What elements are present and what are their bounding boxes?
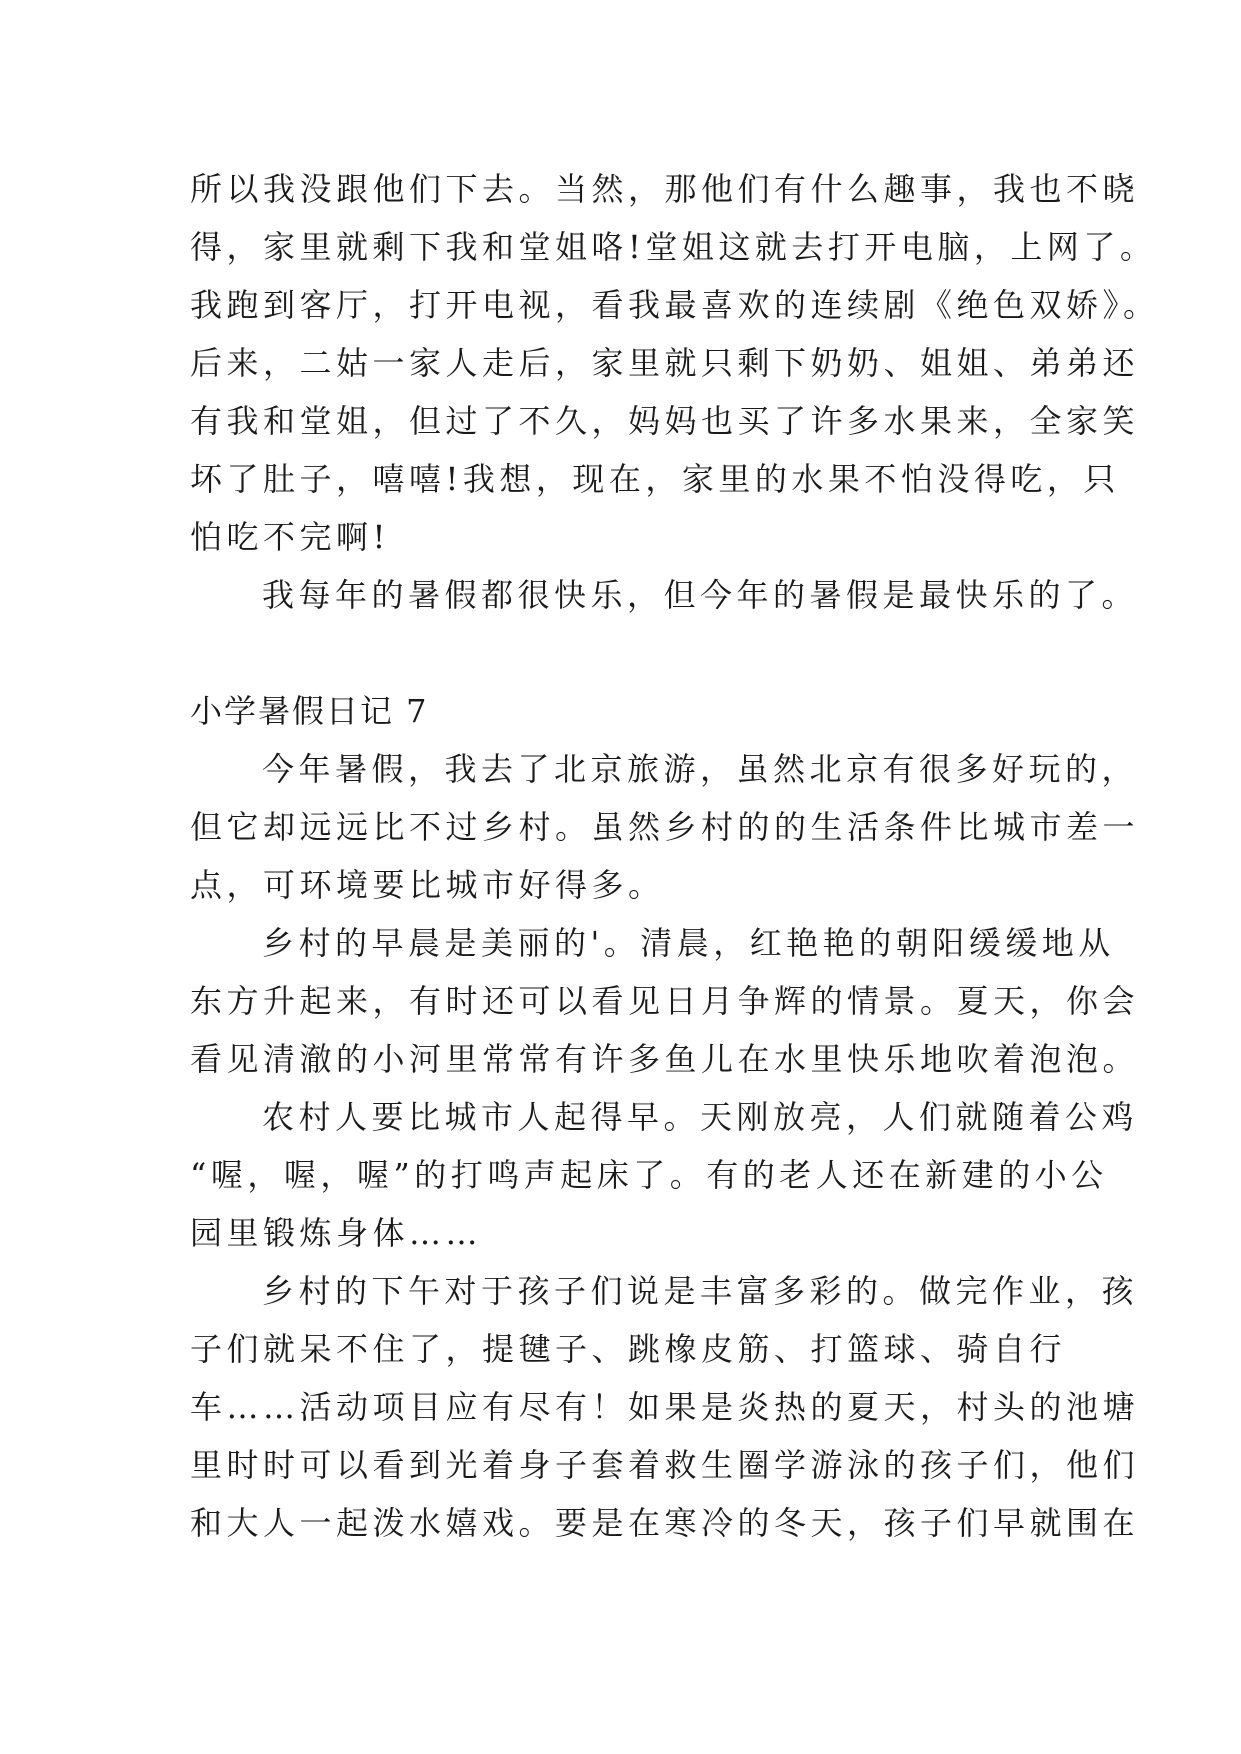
text-line: 乡村的下午对于孩子们说是丰富多彩的。做完作业，孩 xyxy=(262,1272,1139,1310)
text-line: 看见清澈的小河里常常有许多鱼儿在水里快乐地吹着泡泡。 xyxy=(190,1040,1140,1078)
text-line: 怕吃不完啊! xyxy=(190,518,390,556)
text-line: 子们就呆不住了，提毽子、跳橡皮筋、打篮球、骑自行 xyxy=(190,1330,1067,1368)
text-line: 我跑到客厅，打开电视，看我最喜欢的连续剧《绝色双娇》。 xyxy=(190,286,1160,324)
text-line: “喔，喔，喔”的打鸣声起床了。有的老人还在新建的小公 xyxy=(190,1156,1108,1194)
text-line: 园里锻炼身体…… xyxy=(190,1214,483,1252)
text-line: 所以我没跟他们下去。当然，那他们有什么趣事，我也不晓 xyxy=(190,170,1140,208)
paragraph xyxy=(190,1088,1139,1262)
paragraph xyxy=(190,1262,1140,1552)
text-line: 有我和堂姐，但过了不久，妈妈也买了许多水果来，全家笑 xyxy=(190,402,1140,440)
document-page xyxy=(190,160,1160,1552)
section-gap xyxy=(190,624,1070,682)
paragraph xyxy=(190,566,1139,624)
paragraph xyxy=(190,914,1140,1088)
text-line: 和大人一起泼水嬉戏。要是在寒冷的冬天，孩子们早就围在 xyxy=(190,1504,1140,1542)
paragraph xyxy=(190,740,1140,914)
text-line: 但它却远远比不过乡村。虽然乡村的的生活条件比城市差一 xyxy=(190,808,1140,846)
paragraph xyxy=(190,160,1160,566)
text-line: 里时时可以看到光着身子套着救生圈学游泳的孩子们，他们 xyxy=(190,1446,1140,1484)
text-line: 坏了肚子，嘻嘻!我想，现在，家里的水果不怕没得吃，只 xyxy=(190,460,1120,498)
text-line: 我每年的暑假都很快乐，但今年的暑假是最快乐的了。 xyxy=(262,576,1139,614)
section-title: 小学暑假日记 7 xyxy=(190,692,429,730)
text-line: 农村人要比城市人起得早。天刚放亮，人们就随着公鸡 xyxy=(262,1098,1139,1136)
text-line: 车……活动项目应有尽有！如果是炎热的夏天，村头的池塘 xyxy=(190,1388,1140,1426)
text-line: 东方升起来，有时还可以看见日月争辉的情景。夏天，你会 xyxy=(190,982,1140,1020)
text-line: 今年暑假，我去了北京旅游，虽然北京有很多好玩的， xyxy=(262,750,1139,788)
text-line: 乡村的早晨是美丽的'。清晨，红艳艳的朝阳缓缓地从 xyxy=(262,924,1115,962)
text-line: 得，家里就剩下我和堂姐咯!堂姐这就去打开电脑，上网了。 xyxy=(190,228,1157,266)
text-line: 后来，二姑一家人走后，家里就只剩下奶奶、姐姐、弟弟还 xyxy=(190,344,1140,382)
text-line: 点，可环境要比城市好得多。 xyxy=(190,866,665,904)
